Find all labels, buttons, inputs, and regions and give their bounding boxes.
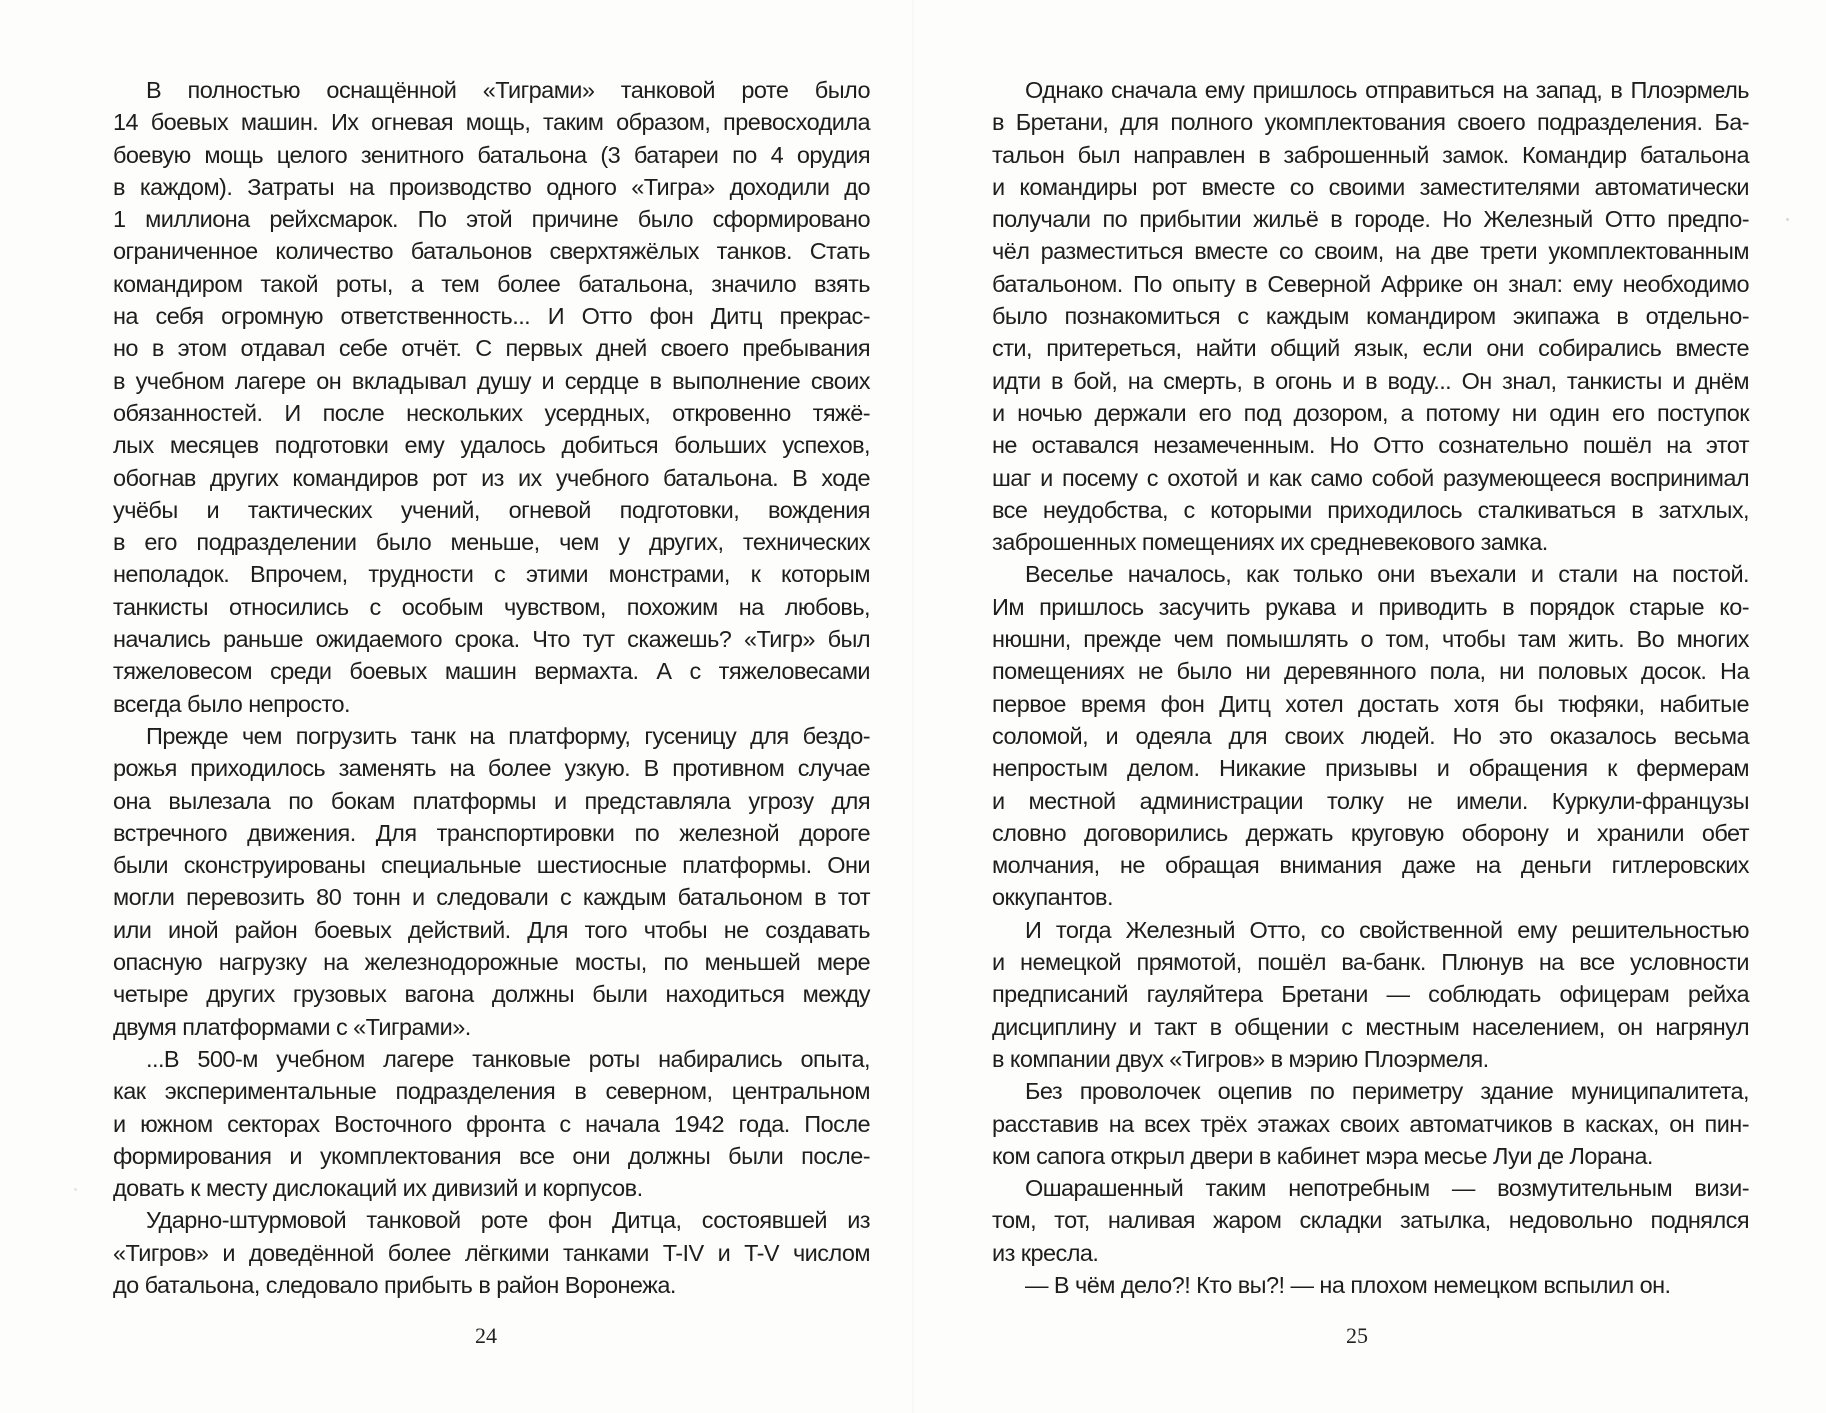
- text-line: 14 боевых машин. Их огневая мощь, таким образом, превосходила: [113, 109, 870, 136]
- text-line: но в этом отдавал себе отчёт. С первых дней своего пребывания: [113, 335, 870, 362]
- text-line: были сконструированы специальные шестиосные платформы. Они: [113, 852, 870, 879]
- text-line: всегда было непросто.: [113, 690, 351, 717]
- text-line: оккупантов.: [992, 884, 1113, 911]
- text-line: до батальона, следовало прибыть в район Воронежа.: [113, 1271, 676, 1298]
- text-line: командиром такой роты, а тем более батальона, значило взять: [113, 270, 870, 297]
- text-line: заброшенных помещениях их средневекового замка.: [992, 529, 1548, 556]
- text-line: молчания, не обращая внимания даже на деньги гитлеровских: [992, 852, 1749, 879]
- text-line: из кресла.: [992, 1239, 1099, 1266]
- text-line: рожья приходилось заменять на более узкую. В противном случае: [113, 755, 870, 782]
- text-line: как экспериментальные подразделения в северном, центральном: [113, 1078, 870, 1105]
- text-line: и командиры рот вместе со своими заместителями автоматически: [992, 173, 1749, 200]
- text-line: в каждом). Затраты на производство одного «Тигра» доходили до: [113, 173, 870, 200]
- text-line: лых месяцев подготовки ему удалось добиться больших успехов,: [113, 432, 870, 459]
- text-line: получали по прибытии жильё в городе. Но Железный Отто предпо-: [992, 206, 1749, 233]
- text-line: «Тигров» и доведённой более лёгкими танками T-IV и T-V числом: [113, 1239, 870, 1266]
- text-line: — В чём дело?! Кто вы?! — на плохом немецком вспылил он.: [1025, 1271, 1671, 1298]
- text-line: том, тот, наливая жаром складки затылка, недовольно поднялся: [992, 1207, 1749, 1234]
- text-line: расставив на всех трёх этажах своих автоматчиков в касках, он пин-: [992, 1110, 1749, 1137]
- text-line: формирования и укомплектования все они должны были после-: [113, 1142, 870, 1169]
- text-line: Прежде чем погрузить танк на платформу, гусеницу для бездо-: [146, 722, 870, 749]
- left-page-text: [113, 74, 870, 1301]
- text-line: двумя платформами с «Тиграми».: [113, 1013, 471, 1040]
- paper-speck: [74, 1188, 77, 1191]
- text-line: тальон был направлен в заброшенный замок. Командир батальона: [992, 141, 1749, 168]
- text-line: четыре других грузовых вагона должны были находиться между: [113, 981, 870, 1008]
- text-line: ...В 500-м учебном лагере танковые роты набирались опыта,: [146, 1045, 870, 1072]
- text-line: сти, притереться, найти общий язык, если они собирались вместе: [992, 335, 1749, 362]
- text-line: обязанностей. И после нескольких усердных, откровенно тяжё-: [113, 399, 870, 426]
- text-line: довать к месту дислокаций их дивизий и корпусов.: [113, 1175, 643, 1202]
- text-line: или иной район боевых действий. Для того чтобы не создавать: [113, 916, 870, 943]
- text-line: и немецкой прямотой, пошёл ва-банк. Плюнув на все условности: [992, 949, 1749, 976]
- text-line: не оставался незамеченным. Но Отто сознательно пошёл на этот: [992, 432, 1749, 459]
- text-line: начались раньше ожидаемого срока. Что тут скажешь? «Тигр» был: [113, 626, 870, 653]
- text-line: нюшни, прежде чем помышлять о том, чтобы там жить. Во многих: [992, 626, 1749, 653]
- text-line: шаг и посему с охотой и как само собой разумеющееся воспринимал: [992, 464, 1749, 491]
- text-line: непростым делом. Никакие призывы и обращения к фермерам: [992, 755, 1749, 782]
- paper-speck: [1786, 218, 1789, 221]
- text-line: в Бретани, для полного укомплектования своего подразделения. Ба-: [992, 109, 1749, 136]
- text-line: все неудобства, с которыми приходилось сталкиваться в затхлых,: [992, 496, 1749, 523]
- book-gutter: [912, 0, 914, 1413]
- text-line: В полностью оснащённой «Тиграми» танковой роте было: [146, 77, 870, 103]
- text-line: в компании двух «Тигров» в мэрию Плоэрмеля.: [992, 1045, 1489, 1072]
- text-line: на себя огромную ответственность... И Отто фон Дитц прекрас-: [113, 303, 870, 330]
- text-line: Ошарашенный таким непотребным — возмутительным визи-: [1025, 1175, 1749, 1202]
- text-line: соломой, и одеяла для своих людей. Но это оказалось весьма: [992, 722, 1749, 749]
- text-line: Однако сначала ему пришлось отправиться на запад, в Плоэрмель: [1025, 77, 1749, 103]
- text-line: Им пришлось засучить рукава и приводить в порядок старые ко-: [992, 593, 1749, 620]
- text-line: в учебном лагере он вкладывал душу и сердце в выполнение своих: [113, 367, 870, 394]
- text-line: Веселье началось, как только они въехали и стали на постой.: [1025, 561, 1749, 588]
- text-line: помещениях не было ни деревянного пола, ни половых досок. На: [992, 658, 1749, 685]
- text-line: в его подразделении было меньше, чем у других, технических: [113, 529, 870, 556]
- text-line: могли перевозить 80 тонн и следовали с каждым батальоном в тот: [113, 884, 870, 911]
- text-line: дисциплину и такт в общении с местным населением, он нагрянул: [992, 1013, 1749, 1040]
- text-line: опасную нагрузку на железнодорожные мосты, по меньшей мере: [113, 949, 870, 976]
- text-line: и местной администрации толку не имели. Куркули-французы: [992, 787, 1749, 814]
- text-line: обогнав других командиров рот из их учебного батальона. В ходе: [113, 464, 870, 491]
- text-line: и ночью держали его под дозором, а потому ни один его поступок: [992, 399, 1749, 426]
- text-line: чёл разместиться вместе со своим, на две трети укомплектованным: [992, 238, 1749, 265]
- text-line: тяжеловесом среди боевых машин вермахта. А с тяжеловесами: [113, 658, 870, 685]
- text-line: было познакомиться с каждым командиром экипажа в отдельно-: [992, 303, 1749, 330]
- text-line: Ударно-штурмовой танковой роте фон Дитца, состоявшей из: [146, 1207, 870, 1234]
- text-line: встречного движения. Для транспортировки по железной дороге: [113, 819, 870, 846]
- page-number-right: 25: [1346, 1323, 1368, 1348]
- text-line: батальоном. По опыту в Северной Африке он знал: ему необходимо: [992, 270, 1749, 297]
- text-line: словно договорились держать круговую оборону и хранили обет: [992, 819, 1749, 846]
- text-line: боевую мощь целого зенитного батальона (3 батареи по 4 орудия: [113, 141, 870, 168]
- text-line: и южном секторах Восточного фронта с начала 1942 года. После: [113, 1110, 870, 1137]
- right-page-text: [992, 74, 1749, 1301]
- page-number-left: 24: [475, 1323, 497, 1348]
- text-line: она вылезала по бокам платформы и представляла угрозу для: [113, 787, 870, 814]
- text-line: И тогда Железный Отто, со свойственной ему решительностью: [1025, 916, 1749, 943]
- text-line: 1 миллиона рейхсмарок. По этой причине было сформировано: [113, 206, 870, 233]
- text-line: неполадок. Впрочем, трудности с этими монстрами, к которым: [113, 561, 870, 588]
- text-line: первое время фон Дитц хотел достать хотя бы тюфяки, набитые: [992, 690, 1749, 717]
- text-line: танкисты относились с особым чувством, похожим на любовь,: [113, 593, 870, 620]
- text-line: ком сапога открыл двери в кабинет мэра месье Луи де Лорана.: [992, 1142, 1653, 1169]
- text-line: учёбы и тактических учений, огневой подготовки, вождения: [113, 496, 870, 523]
- text-line: ограниченное количество батальонов сверхтяжёлых танков. Стать: [113, 238, 870, 265]
- text-line: предписаний гауляйтера Бретани — соблюдать офицерам рейха: [992, 981, 1749, 1008]
- text-line: идти в бой, на смерть, в огонь и в воду... Он знал, танкисты и днём: [992, 367, 1749, 394]
- text-line: Без проволочек оцепив по периметру здание муниципалитета,: [1025, 1078, 1749, 1105]
